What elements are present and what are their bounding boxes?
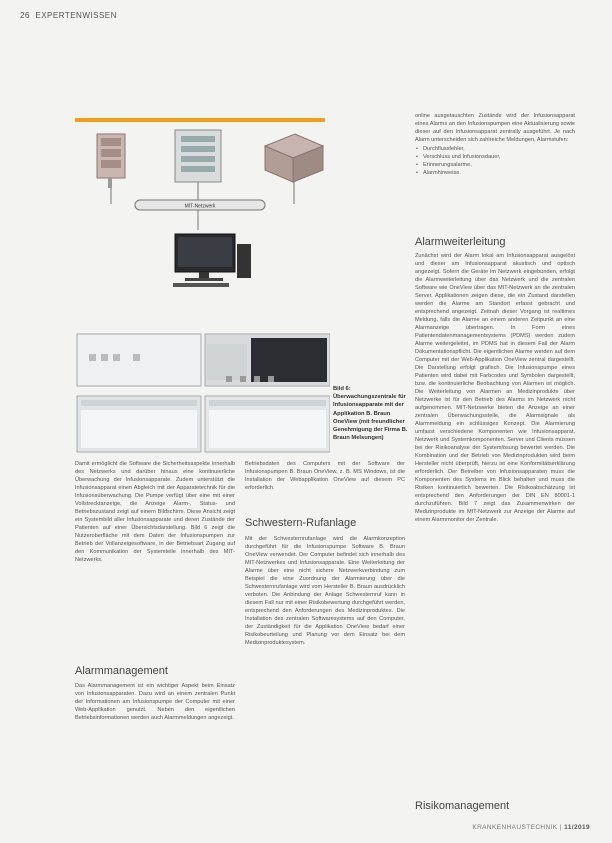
server-icon [265, 134, 323, 182]
heading-nurse-call: Schwestern-Rufanlage [245, 517, 357, 529]
heading-alarm-forwarding: Alarmweiterleitung [415, 236, 506, 248]
alarm-management-text: Das Alarmmanagement ist ein wichtiger Aspekt beim Einsatz von Infusionsapparaten. Dazu wird an einem zentralen Punkt der Informationen am Infusionspumpe der Computer mit einer Web-Applikation genutzt. Neben den eigentlichen Betriebsinformationen werden auch Alarmmeldungen angezeigt. [75, 683, 235, 721]
network-figure [75, 124, 330, 454]
issue-number: 11/2019 [564, 824, 590, 831]
page-header [20, 11, 117, 20]
section-title: EXPERTENWISSEN [35, 11, 117, 20]
journal-name: KRANKENHAUSTECHNIK [472, 824, 558, 831]
list-item: • Erinnerungsalarme, [423, 161, 575, 169]
list-item: • Alarmhinweise. [423, 169, 575, 177]
infusion-stand-icon [97, 134, 125, 188]
left-column-text: Damit ermöglicht die Software die Sicherheitsaspekte innerhalb des Netzwerks und darüber hinaus eine kontinuierliche Überwachung der Infusionsapparate. Zudem unterstützt die Infusionsapparat einen Abgleich mit der Apparatetechnik für die Infusionsüberwachung. Die Pumpe verfügt über eine mit einer Vollstrecktanzeige, die Anzeige Alarm-, Status- und Betriebszustand zeigt auf einem Bildschirm. Diese Ansicht zeigt ein Systembild aller Infusionsapparate und deren Zustände der Patienten auf einer Übersichtsdarstellung. Bild 6 zeigt die Nutzeroberfläche mit dem Daten der Infusionspumpen zur Betrieb der Vollanzeigesoftware, in der Betriebsart Zugang auf den Kommunikation der Systemteile innerhalb des MIT-Netzwerks. [75, 461, 235, 563]
intro-paragraph: online ausgetauschten Zustände wird der Infusionsapparat eines Alarms an den Infusionspumpen eine Aktualisierung sowie dieser auf den Infusionsapparat zentrally ausgeführt. Je nach Alarm unterscheiden sich zahlreiche Meldungen, Alarmstufen: [415, 113, 575, 143]
alarm-type-list [415, 145, 575, 177]
page-footer: KRANKENHAUSTECHNIK | 11/2019 [472, 824, 590, 831]
page-number: 26 [20, 11, 30, 20]
heading-risk-management: Risikomanagement [415, 800, 510, 812]
network-label: MIT-Netzwerk [184, 203, 216, 210]
infusion-rack-icon [175, 130, 221, 182]
computer-icon [173, 234, 251, 287]
screenshot-monitor-overview [77, 334, 330, 386]
middle-column-text: Betriebsdaten des Computers mit der Software der Infusionspumpen B. Braun OneView, z. B. MS Windows, ist die Installation der Webapplikation OneView auf diesem PC erforderlich. [245, 461, 405, 491]
accent-bar [75, 118, 325, 122]
right-column-intro [415, 112, 575, 177]
list-item: • Durchflussfehler, [423, 145, 575, 153]
alarm-forwarding-text: Zunächst wird der Alarm lokal am Infusionsapparat ausgelöst und dieser am Infusionsapparat akustisch und optisch angezeigt. Sofern die Geräte im Netzwerk eingebunden, erfolgt die Alarmweiterleitung über das Netzwerk und die zentralen Software wie OneView über das MIT-Netzwerk an die zentralen Server. Applikationen zeigen diese, die ein Zustand darstellen werden die Alarme am Standort erfasst gebracht und entsprechend angezeigt. Zeitnah dieser Vorgang ist realtimes Meldung, falls die Alarme an einem anderen Zeitpunkt an eine Alarmanzeige übertragen. In Form eines Patientendatenmanagementsystems (PDMS) werden zudem Alarme weitergeleitet, im PDMS hat in diesem Fall der Alarm Dokumentationspflicht. Die eigentlichen Alarme werden auf dem Computer mit der Web-Applikation OneView zentral dargestellt. Die Darstellung erfolgt grafisch. Die Infusionspumpe eines Patienten wird dabei mit Farbcodes und Symbolen dargestellt, bzw. die kontinuierliche Beobachtung von Alarmen ist möglich. Die Weiterleitung von Alarmen an Medizinprodukte über Netzwerke ist für den Betrieb des Alarms im Netzwerk nicht aufgenommen. MIT-Netzwerke bieten die Anzeige an einer zentralen Überwachungsstelle, die Alarmsignale als Alarmmeldung ein schlüssiges Konzept. Die Alarmierung umfasst verschiedene Komponenten wie Infusionsapparat, Netzwerk und Systemkomponenten. Server und Clients müssen bei der Risikoanalyse der Systemlösung bewertet werden. Die Kombination und der Betrieb von Medizinprodukten wird beim Hersteller nicht überprüft, hierzu ist eine Konformitätserklärung erforderlich. Der Betreiber von Infusionsapparaten muss die Komponenten des Systems im Blick behalten und muss die Risiken kontinuierlich bewerten. Die Risikoabschätzung ist entsprechend den Anforderungen der DIN EN 80001-1 durchzuführen. Bild 7 zeigt das Zusammenwirken der Medizinprodukte im MIT-Netzwerk zur Anzeige der Alarme auf einem Alarmmonitor der Zentrale. [415, 253, 575, 523]
screenshot-monitor-detail [77, 396, 330, 452]
heading-alarm-management: Alarmmanagement [75, 665, 168, 677]
figure-caption: Bild 6: Überwachungszentrale für Infusionsapparate mit der Applikation B. Braun OneView (mit freundlicher Genehmigung der Firma B. Braun Melsungen) [333, 386, 408, 442]
list-item: • Verschluss und Infusionsdauer, [423, 153, 575, 161]
nurse-call-text: Mit der Schwesternrufanlage wird die Alarmkonzeption durchgeführt für die Infusionspumpe Software B. Braun OneView verwendet. Der Computer befindet sich innerhalb des MIT-Netzwerkes und Infusionsapparate. Eine Weiterleitung der Alarme über eine nicht sichere Netzwerkverbindung zum Beispiel die eine Zuordnung der Alarmierung über die Schwesternrufanlage wird vom Hersteller B. Braun ausdrücklich verboten. Die Anbindung der Anlage Schwesternruf kann in diesem Fall nur mit einer Risikobewertung durchgeführt werden, entsprechend den Anforderungen des Medizinproduktes. Die Installation des zentralen Softwaresystems auf den Computer, der Zuständigkeit für die Applikation OneView bedarf einer Risikobeurteilung und Planung vor dem Einsatz bei dem Medizinproduktesystem. [245, 536, 405, 646]
